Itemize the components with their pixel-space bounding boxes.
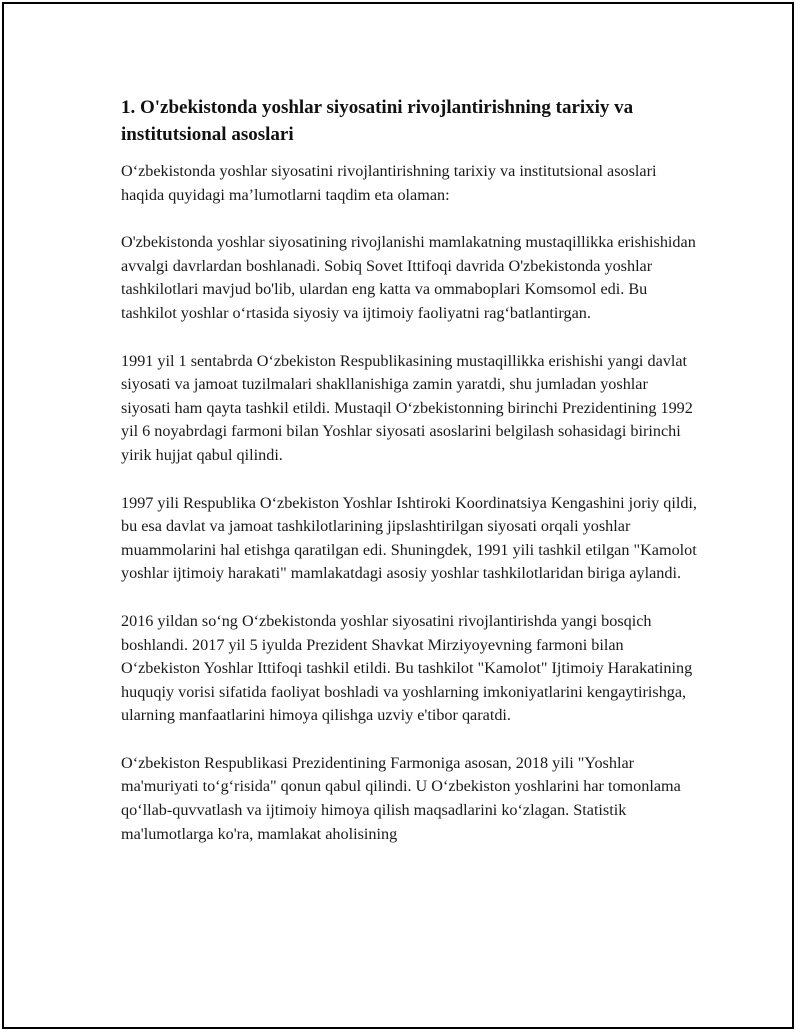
paragraph-intro: O‘zbekistonda yoshlar siyosatini rivojlantirishning tarixiy va institutsional asoslari haqida quyidagi ma’lumotlarni taqdim eta olaman: bbox=[121, 162, 657, 204]
paragraph-independence: 1991 yil 1 sentabrda O‘zbekiston Respublikasining mustaqillikka erishishi yangi davlat siyosati va jamoat tuzilmalari shakllanishiga zamin yaratdi, shu jumladan yoshlar siyosati ham qayta tashkil etildi. Mustaqil O‘zbekistonning birinchi Prezidentining 1992 yil 6 noyabrdagi farmoni bilan Yoshlar siyosati asoslarini belgilash sohasidagi birinchi yirik hujjat qabul qilindi. bbox=[121, 351, 693, 464]
section-heading: 1. O'zbekistonda yoshlar siyosatini rivojlantirishning tarixiy va institutsional asoslari bbox=[121, 97, 634, 145]
paragraph-2016: 2016 yildan so‘ng O‘zbekistonda yoshlar siyosatini rivojlantirishda yangi bosqich boshlandi. 2017 yil 5 iyulda Prezident Shavkat Mirziyoyevning farmoni bilan O‘zbekiston Yoshlar Ittifoqi tashkil etildi. Bu tashkilot "Kamolot" Ijtimoiy Harakatining huquqiy vorisi sifatida faoliyat boshladi va yoshlarning imkoniyatlarini kengaytirishga, ularning manfaatlarini himoya qilishga uzviy e'tibor qaratdi. bbox=[121, 611, 693, 725]
paragraph-soviet-era: O'zbekistonda yoshlar siyosatining rivojlanishi mamlakatning mustaqillikka erishishidan avvalgi davrlardan boshlanadi. Sobiq Sovet Ittifoqi davrida O'zbekistonda yoshlar tashkilotlari mavjud bo'lib, ulardan eng katta va ommaboplari Komsomol edi. Bu tashkilot yoshlar o‘rtasida siyosiy va ijtimoiy faoliyatni rag‘batlantirgan. bbox=[121, 233, 696, 322]
page-frame bbox=[2, 2, 794, 1029]
paragraph-1997: 1997 yili Respublika O‘zbekiston Yoshlar Ishtiroki Koordinatsiya Kengashini joriy qildi, bu esa davlat va jamoat tashkilotlarining jipslashtirilgan siyosati orqali yoshlar muammolarini hal etishga qaratilgan edi. Shuningdek, 1991 yili tashkil etilgan "Kamolot yoshlar ijtimoiy harakati" mamlakatdagi asosiy yoshlar tashkilotlaridan biriga aylandi. bbox=[121, 493, 697, 583]
paragraph-2018: O‘zbekiston Respublikasi Prezidentining Farmoniga asosan, 2018 yili "Yoshlar ma'muriyati to‘g‘risida" qonun qabul qilindi. U O‘zbekiston yoshlarini har tomonlama qo‘llab-quvvatlash va ijtimoiy himoya qilish maqsadlarini ko‘zlagan. Statistik ma'lumotlarga ko'ra, mamlakat aholisining bbox=[121, 753, 681, 843]
document-body bbox=[121, 94, 701, 870]
